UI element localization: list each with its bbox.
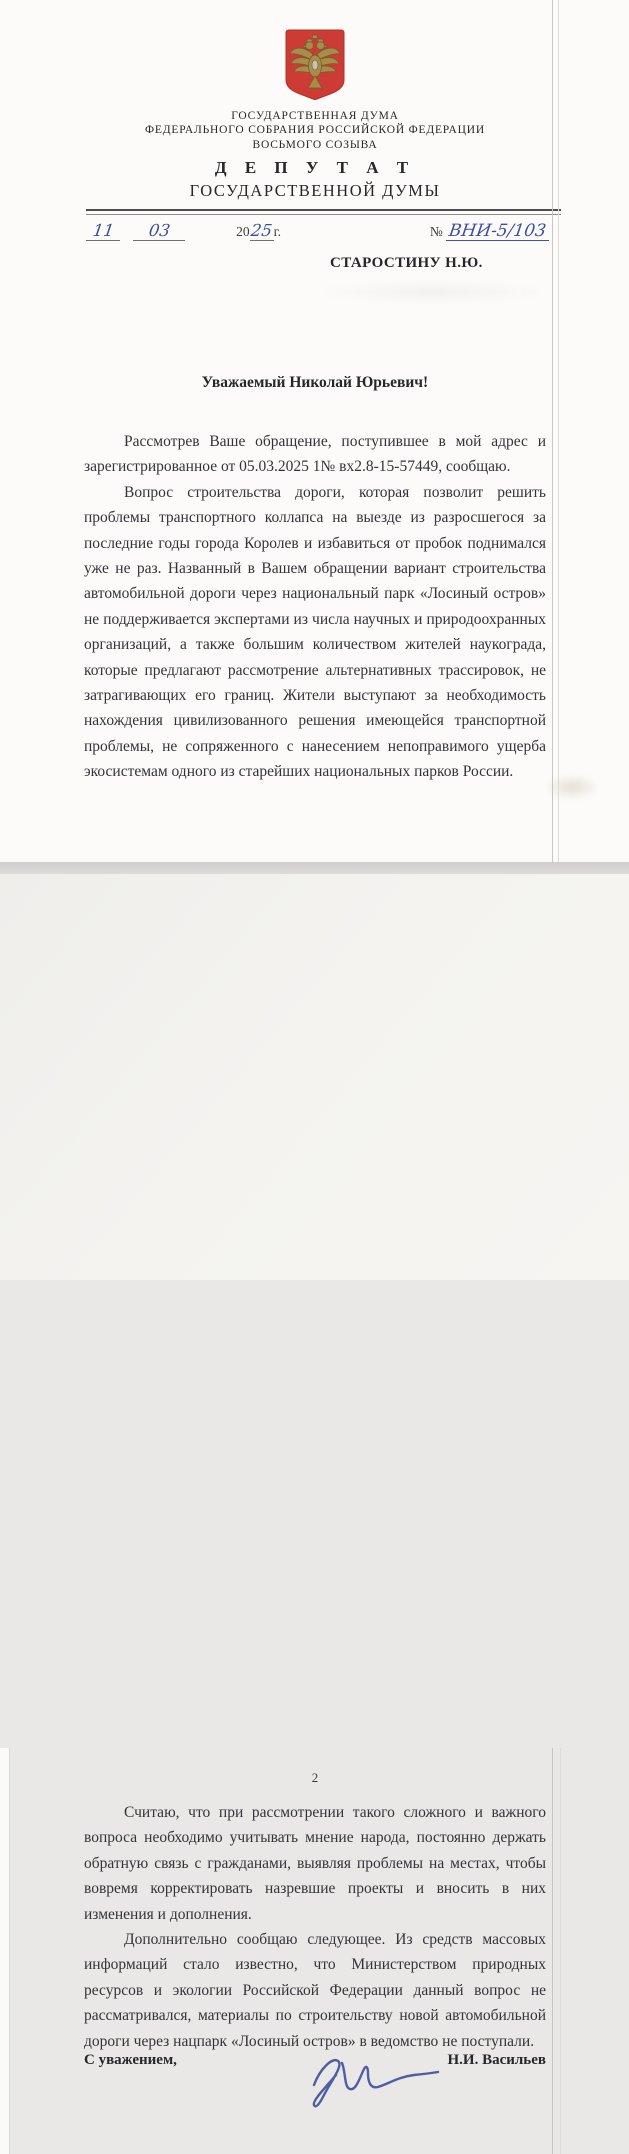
- number-label: №: [429, 224, 443, 239]
- letter-page-1: [0, 0, 629, 862]
- date-century-printed: 20: [236, 224, 250, 239]
- page1-paragraph-1: Рассмотрев Ваше обращение, поступившее в мой адрес и зарегистрированное от 05.03.2025 1№ вх2.8-15-57449, сообщаю.: [84, 433, 546, 476]
- date-month-field: [133, 221, 185, 241]
- russia-coat-of-arms-icon: [0, 28, 629, 107]
- page-separator: [0, 862, 629, 874]
- scan-fold-line-soft: [558, 0, 559, 862]
- handwritten-signature: [286, 2039, 456, 2119]
- outgoing-number: [430, 221, 549, 241]
- reference-row: [86, 221, 561, 253]
- page-number: 2: [311, 1770, 319, 1785]
- date-suffix: г.: [273, 224, 282, 239]
- scan-fold-line: [552, 0, 553, 862]
- redacted-address-smudge: [315, 280, 550, 304]
- page2-paragraph-2: Дополнительно сообщаю следующее. Из средств массовых информаций стало известно, что Министерством природных ресурсов и экологии Российской Федерации данный вопрос не рассматривался, материалы по строительству новой автомобильной дороги через нацпарк «Лосиный остров» в ведомство не поступали.: [84, 1931, 546, 2050]
- recipient-name: СТАРОСТИНУ Н.Ю.: [330, 255, 483, 271]
- page2-paragraph-1: Считаю, что при рассмотрении такого сложного и важного вопроса необходимо учитывать мнение народа, постоянно держать обратную связь с гражданами, выявляя проблемы на местах, чтобы вовремя корректировать назревшие проекты и вносить в них изменения и дополнения.: [84, 1804, 546, 1923]
- letterhead-title-deputy: Д Е П У Т А Т: [214, 158, 416, 177]
- letterhead-org-line2: ФЕДЕРАЛЬНОГО СОБРАНИЯ РОССИЙСКОЙ ФЕДЕРАЦИИ: [145, 124, 485, 136]
- letterhead-title-duma: ГОСУДАРСТВЕННОЙ ДУМЫ: [189, 181, 441, 200]
- number-value-field: [446, 221, 549, 241]
- letter-page-2: [0, 874, 629, 2068]
- date-day-handwritten: 11: [91, 221, 115, 240]
- page2-body: [84, 1800, 546, 2054]
- number-value-handwritten: ВНИ-5/103: [447, 221, 548, 241]
- scan-fold-line-page2: [552, 1748, 553, 2154]
- letterhead-org-line1: ГОСУДАРСТВЕННАЯ ДУМА: [231, 110, 399, 122]
- signer-name: Н.И. Васильев: [447, 2052, 546, 2068]
- page1-paragraph-2: Вопрос строительства дороги, которая позволит решить проблемы транспортного коллапса на выезде из разросшегося за последние годы города Королев и избавиться от пробок поднимался уже не раз. Названный в Вашем обращении вариант строительства автомобильной дороги через национальный парк «Лосиный остров» не поддерживается экспертами из числа научных и природоохранных организаций, а также большим количеством жителей наукограда, которые предлагают рассмотрение альтернативных трассировок, не затрагивающих его границ. Жители выступают за необходимость нахождения цивилизованного решения имеющейся транспортной проблемы, не сопряженного с нанесением непоправимого ущерба экосистемам одного из старейших национальных парков России.: [84, 483, 546, 781]
- page2-left-edge: [0, 1748, 9, 2154]
- closing-phrase: С уважением,: [84, 2052, 177, 2068]
- date-day-field: [86, 221, 120, 241]
- date-year-field: [250, 221, 274, 241]
- scan-fold-line-page2-soft: [560, 1748, 561, 2154]
- letterhead-org-line3: ВОСЬМОГО СОЗЫВА: [252, 139, 378, 151]
- page2-edge-shadow: [9, 1748, 10, 2154]
- date-month-handwritten: 03: [147, 221, 172, 240]
- salutation: Уважаемый Николай Юрьевич!: [201, 374, 429, 391]
- page1-body: [84, 429, 546, 785]
- letterhead-divider-rule: [86, 209, 561, 215]
- date-year-handwritten: 25: [249, 221, 274, 240]
